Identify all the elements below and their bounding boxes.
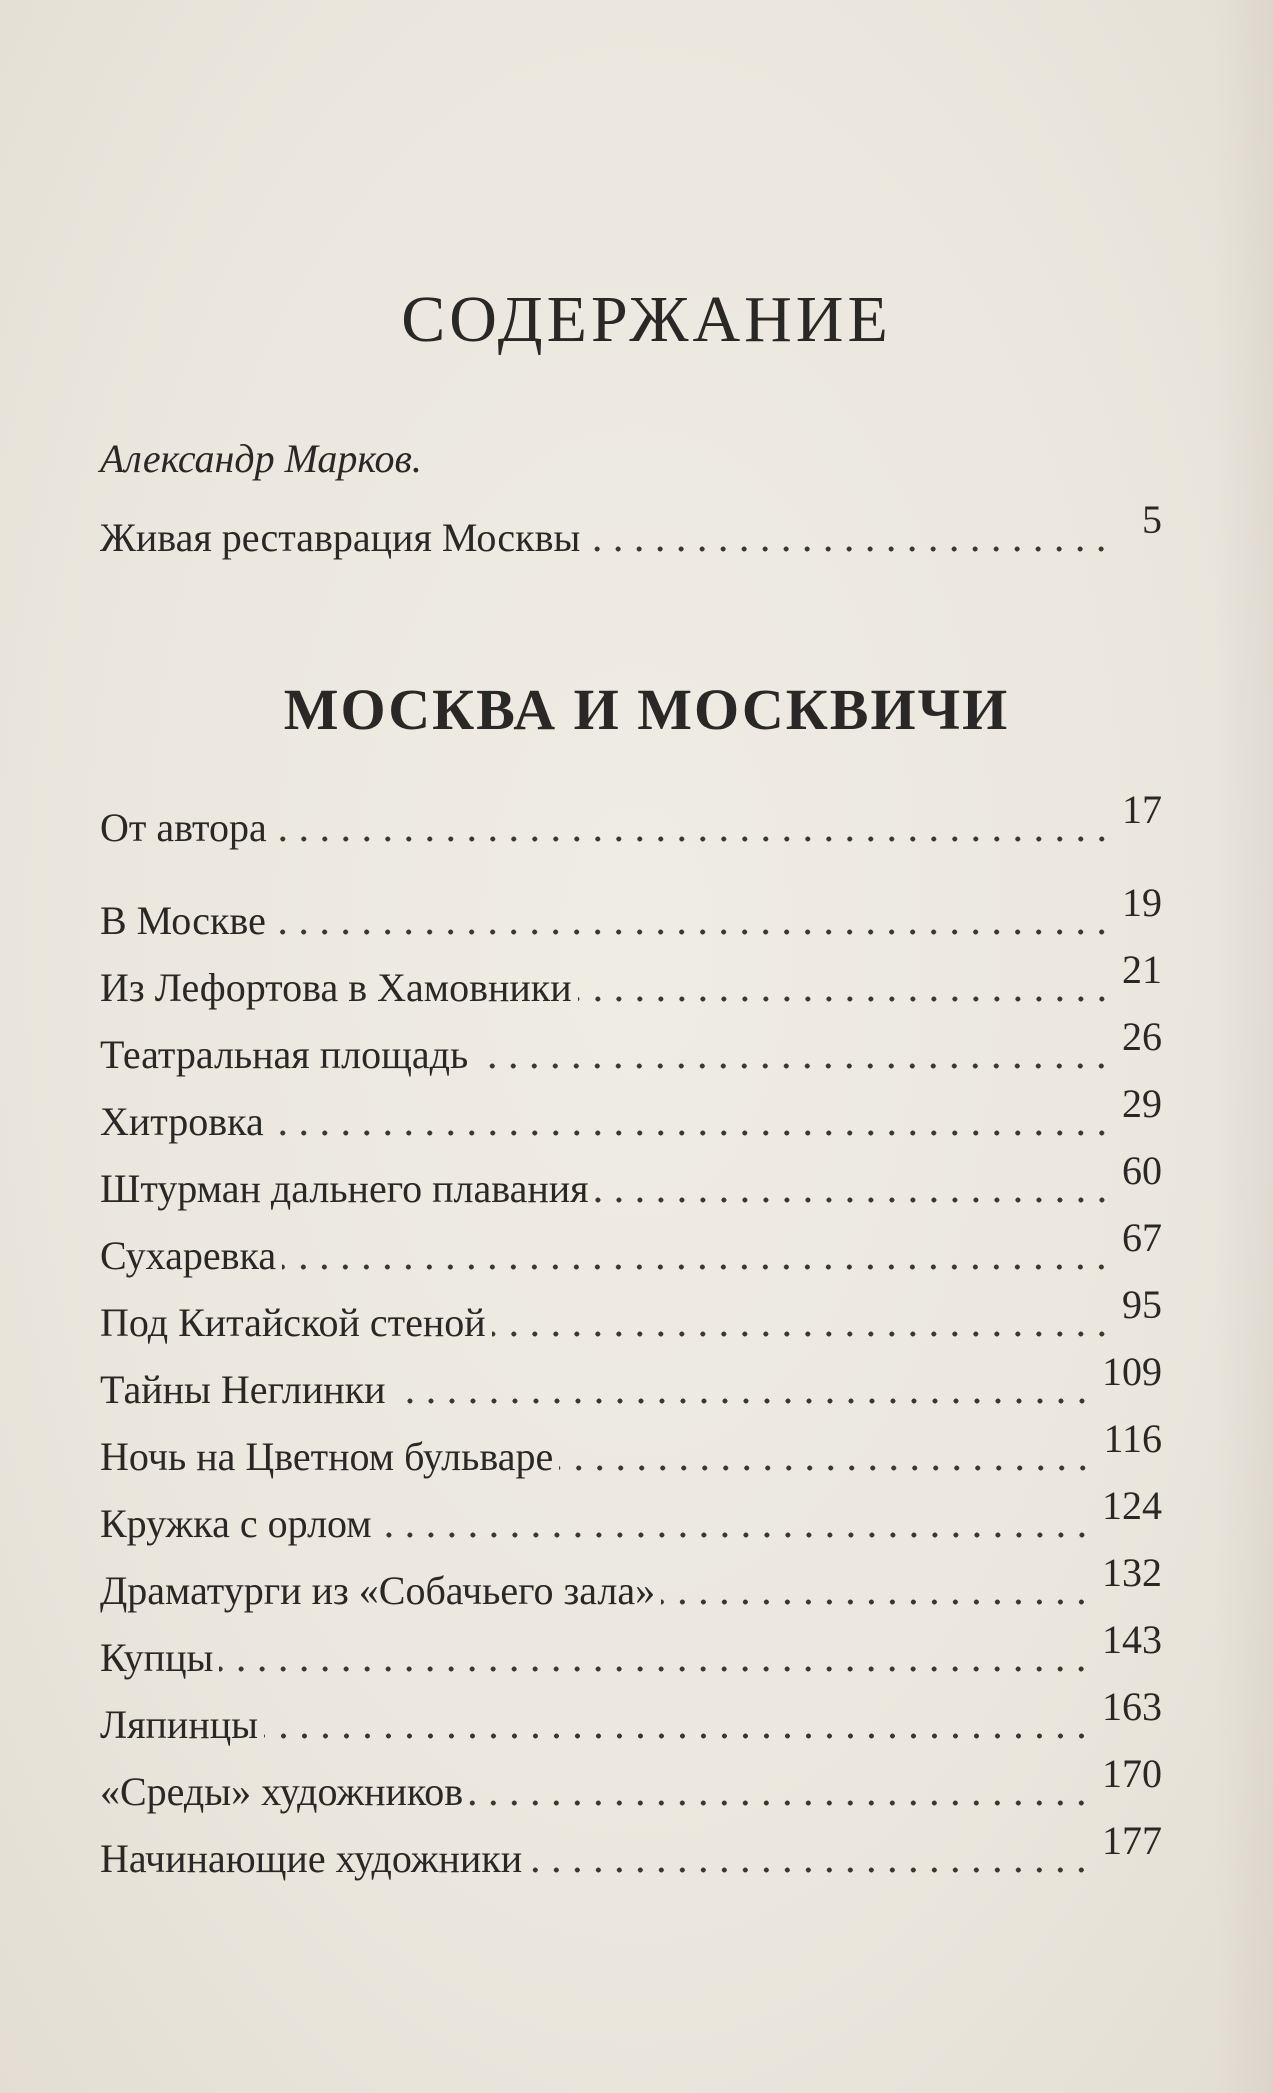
toc-entry-page: 95: [1122, 1282, 1162, 1327]
leader-dots: [586, 546, 1112, 552]
toc-entry: [100, 1751, 1162, 1814]
toc-entry-title: В Москве: [100, 898, 266, 943]
leader-dots: [273, 836, 1112, 842]
toc-entry-page: 132: [1102, 1550, 1162, 1595]
toc-entry: [100, 1684, 1162, 1747]
leader-dots: [282, 1264, 1112, 1270]
leader-dots: [378, 1532, 1092, 1538]
toc-entry-title: Живая реставрация Москвы: [100, 515, 581, 560]
toc-entry-title: Драматурги из «Собачьего зала»: [100, 1568, 656, 1613]
toc-entry: [100, 1148, 1162, 1211]
toc-entry-page: 177: [1102, 1818, 1162, 1863]
toc-entry: [100, 1550, 1162, 1613]
toc-entry: [100, 1282, 1162, 1345]
section-heading: МОСКВА И МОСКВИЧИ: [283, 677, 1010, 742]
leader-dots: [219, 1666, 1092, 1672]
toc-entry: [100, 1349, 1162, 1412]
toc-entry-page: 163: [1102, 1684, 1162, 1729]
toc-entry-intro: [100, 497, 1162, 560]
toc-entry: [100, 880, 1162, 943]
toc-entry-page: 60: [1122, 1148, 1162, 1193]
leader-dots: [492, 1331, 1112, 1337]
toc-entry-title: Хитровка: [100, 1099, 264, 1144]
toc-entry: [100, 1081, 1162, 1144]
leader-dots: [578, 996, 1112, 1002]
intro-author: Александр Марков.: [100, 436, 422, 481]
toc-entry-title: Под Китайской стеной: [100, 1300, 486, 1345]
contents-heading: СОДЕРЖАНИЕ: [401, 283, 892, 356]
toc-entry-title: Тайны Неглинки: [100, 1367, 386, 1412]
toc-entry-title: Сухаревка: [100, 1233, 277, 1278]
toc-entry-page: 21: [1122, 947, 1162, 992]
toc-entry-page: 19: [1122, 880, 1162, 925]
leader-dots: [661, 1599, 1092, 1605]
toc-entry: [100, 947, 1162, 1010]
toc-entry: [100, 1818, 1162, 1881]
leader-dots: [469, 1800, 1092, 1806]
toc-entry: [100, 1215, 1162, 1278]
toc-entry-page: 143: [1102, 1617, 1162, 1662]
toc-entry-title: Кружка с орлом: [100, 1501, 372, 1546]
toc-entry: [100, 787, 1162, 850]
toc-entry-page: 5: [1142, 497, 1162, 542]
toc-entry-page: 170: [1102, 1751, 1162, 1796]
toc-entry-page: 116: [1103, 1416, 1162, 1461]
toc-entry-page: 124: [1102, 1483, 1162, 1528]
toc-entry: [100, 1014, 1162, 1077]
leader-dots: [270, 1130, 1112, 1136]
toc-entry-title: Купцы: [100, 1635, 214, 1680]
toc-entry-title: От автора: [100, 805, 267, 850]
toc-entry-title: Ночь на Цветном бульваре: [100, 1434, 554, 1479]
toc-entry: [100, 1483, 1162, 1546]
toc-entry: [100, 1617, 1162, 1680]
leader-dots: [392, 1398, 1092, 1404]
toc-entry-page: 29: [1122, 1081, 1162, 1126]
toc-entry-page: 26: [1122, 1014, 1162, 1059]
toc-entry-title: Из Лефортова в Хамовники: [100, 965, 572, 1010]
toc-entry-title: Штурман дальнего плавания: [100, 1166, 589, 1211]
leader-dots: [595, 1197, 1112, 1203]
leader-dots: [264, 1733, 1092, 1739]
leader-dots: [272, 929, 1112, 935]
toc-entry: [100, 1416, 1162, 1479]
toc-entry-title: «Среды» художников: [100, 1769, 464, 1814]
leader-dots: [474, 1063, 1112, 1069]
leader-dots: [559, 1465, 1093, 1471]
toc-entry-title: Начинающие художники: [100, 1836, 523, 1881]
toc-entry-title: Ляпинцы: [100, 1702, 259, 1747]
toc-entry-page: 109: [1102, 1349, 1162, 1394]
leader-dots: [528, 1867, 1092, 1873]
toc-entry-title: Театральная площадь: [100, 1032, 469, 1077]
toc-entry-page: 17: [1122, 787, 1162, 832]
toc-entry-page: 67: [1122, 1215, 1162, 1260]
